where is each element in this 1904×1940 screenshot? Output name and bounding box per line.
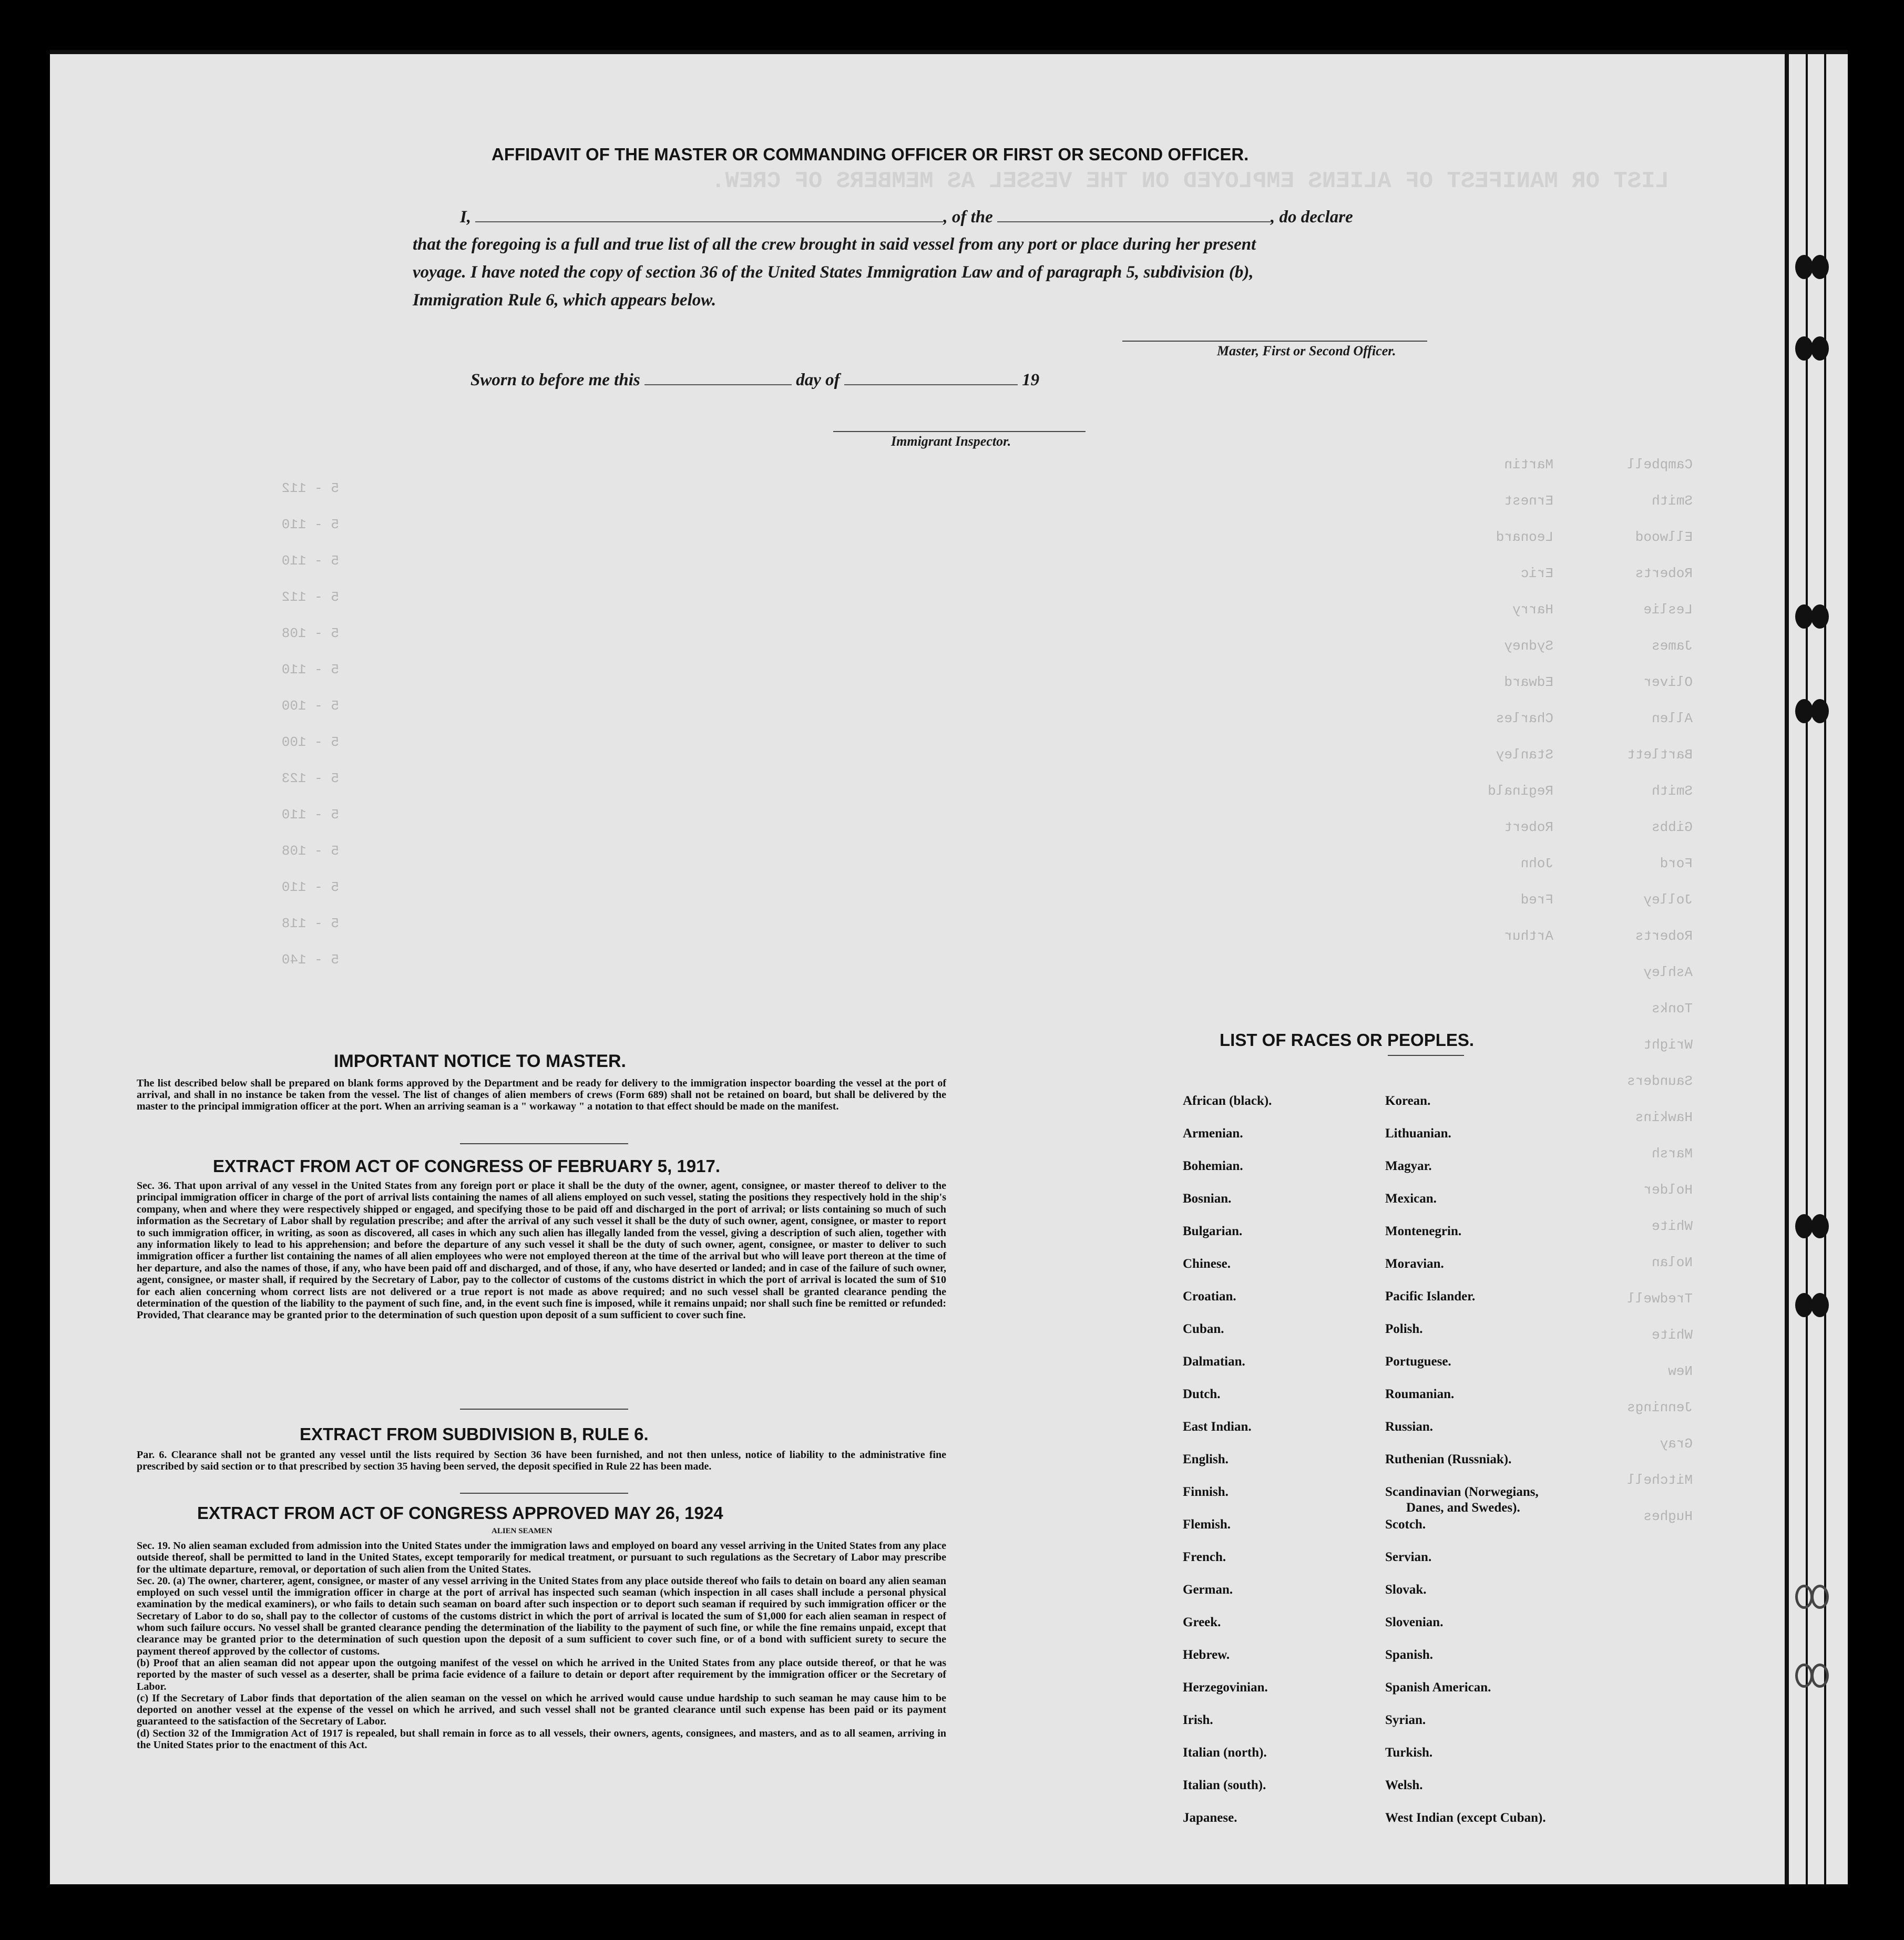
race-item: Herzegovinian. <box>1183 1680 1268 1695</box>
extract-1924-sec20c: (c) If the Secretary of Labor finds that deportation of the alien seaman on the vessel on which he arrived would cause undue hardship to such seaman he may cause him to be deported on another vessel at the expense of the vessel on which he arrived, and such vessel shall not be granted clearance until such expense has been paid or its payment guaranteed to the satisfaction of the Secretary of Labor. <box>137 1692 946 1728</box>
bleed-surname: Wright <box>1643 1037 1693 1053</box>
bleed-given-name: Stanley <box>1496 747 1553 763</box>
race-item: Japanese. <box>1183 1811 1237 1825</box>
bleed-surname: Ellwood <box>1635 529 1693 545</box>
race-item: Hebrew. <box>1183 1648 1230 1662</box>
race-item: Italian (north). <box>1183 1746 1267 1760</box>
extract-1917-text: Sec. 36. That upon arrival of any vessel in the United States from any foreign port or place it shall be the duty of the owner, agent, consignee, or master thereof to deliver to the principal immigration officer in charge of the port of arrival lists containing the names of all aliens employed on such vessel, stating the positions they respectively hold in the ship's company, when and where they were respectively shipped or engaged, and specifying those to be paid off and discharged in the port of arrival; or lists containing so much of such information as the Secretary of Labor shall by regulation prescribe; and after the arrival of any such vessel it shall be the duty of such owner, agent, consignee, or master to report to such immigration officer, in writing, as soon as discovered, all cases in which any such alien has illegally landed from the vessel, giving a description of such alien, together with any information likely to lead to his apprehension; and before the departure of any such vessel it shall be the duty of such owner, agent, consignee, or master to deliver to such immigration officer a further list containing the names of all alien employees who were not employed thereon at the time of the arrival but who will leave port thereon at the time of her departure, and also the names of those, if any, who have been paid off and discharged, and of those, if any, who have deserted or landed; and in case of the failure of such owner, agent, consignee, or master shall, if required by the Secretary of Labor, pay to the collector of customs of the customs district in which the port of arrival is located the sum of $10 for each alien concerning whom correct lists are not delivered or a true report is not made as above required; and no such vessel shall be granted clearance pending the determination of the question of the liability to the payment of such fine, and, in the event such fine is imposed, while it remains unpaid; nor shall such fine be remitted or refunded: Provided, That clearance may be granted prior to the determination of such question upon deposit of a sum sufficient to cover such fine. <box>137 1180 946 1321</box>
race-item: Chinese. <box>1183 1257 1231 1271</box>
race-item: French. <box>1183 1550 1226 1564</box>
bleed-surname: Nolan <box>1651 1255 1693 1270</box>
bleed-given-name: Martin <box>1504 457 1553 473</box>
race-item: German. <box>1183 1583 1233 1597</box>
race-item: Roumanian. <box>1385 1387 1455 1401</box>
bleed-through-heights <box>223 470 339 978</box>
race-item: Turkish. <box>1385 1746 1433 1760</box>
bleed-given-name: John <box>1520 856 1553 871</box>
extract-1924-body <box>137 1540 946 1751</box>
bleed-given-name: Fred <box>1520 892 1553 908</box>
bleed-surname: Gibbs <box>1651 819 1693 835</box>
race-item: Spanish American. <box>1385 1680 1491 1695</box>
bleed-surname: Marsh <box>1651 1146 1693 1162</box>
bleed-surname: Oliver <box>1643 674 1693 690</box>
bleed-surname: White <box>1651 1327 1693 1343</box>
bleed-height: 5 - 100 <box>281 734 339 750</box>
bleed-surname: Roberts <box>1635 928 1693 944</box>
bleed-surname: Roberts <box>1635 566 1693 581</box>
bleed-height: 5 - 112 <box>281 480 339 496</box>
bleed-height: 5 - 108 <box>281 625 339 641</box>
bleed-given-name: Ernest <box>1504 493 1553 509</box>
race-continuation: Danes, and Swedes). <box>1406 1501 1520 1515</box>
affidavit-do-declare: , do declare <box>1271 208 1353 227</box>
extract-1924-title: EXTRACT FROM ACT OF CONGRESS APPROVED MAY 26, 1924 <box>197 1503 723 1523</box>
sworn-month-field[interactable] <box>844 384 1018 385</box>
bleed-surname: Jennings <box>1627 1400 1693 1415</box>
inspector-caption: Immigrant Inspector. <box>891 434 1011 449</box>
race-item: Italian (south). <box>1183 1778 1266 1792</box>
race-item: Croatian. <box>1183 1289 1236 1303</box>
bleed-surname: Tonks <box>1651 1001 1693 1017</box>
bleed-given-name: Robert <box>1504 819 1553 835</box>
sworn-line <box>470 371 1039 390</box>
bleed-surname: Smith <box>1651 783 1693 799</box>
race-item: Irish. <box>1183 1713 1213 1727</box>
affidavit-of-the: , of the <box>943 208 993 227</box>
extract-1924-sec20a: Sec. 20. (a) The owner, charterer, agent, consignee, or master of any vessel arriving in the United States from any place outside thereof who fails to detain on board any alien seaman employed on such vessel until the immigration officer in charge at the port of arrival has inspected such seaman (which inspection in all cases shall include a personal physical examination by the medical examiners), or who fails to detain such seaman on board after such inspection or to deport such seaman if required by such immigration officer or the Secretary of Labor to do so, shall pay to the collector of customs of the customs district in which the port of arrival is located the sum of $1,000 for each alien seaman in respect of whom such failure occurs. No vessel shall be granted clearance pending the determination of the liability to the payment of such fine, or while the fine remains unpaid, except that clearance may be granted prior to the determination of such question upon the deposit of a sum sufficient to cover such fine, or of a bond with sufficient surety to secure the payment thereof approved by the collector of customs. <box>137 1575 946 1657</box>
bleed-surname: Bartlett <box>1627 747 1693 763</box>
bleed-height: 5 - 100 <box>281 698 339 714</box>
race-item: Magyar. <box>1385 1159 1432 1173</box>
races-column-1 <box>1183 1093 1356 1843</box>
race-item: Ruthenian (Russniak). <box>1385 1452 1512 1466</box>
year-prefix: 19 <box>1022 371 1040 389</box>
race-item: Flemish. <box>1183 1517 1231 1532</box>
bleed-height: 5 - 110 <box>281 807 339 823</box>
affidavit-i-label: I, <box>460 208 472 227</box>
bleed-through-given-names <box>1438 447 1553 954</box>
race-item: Bohemian. <box>1183 1159 1243 1173</box>
affidavit-line-1: that the foregoing is a full and true list of all the crew brought in said vessel from any port or place during her present <box>413 235 1256 254</box>
bleed-surname: Gray <box>1660 1436 1693 1452</box>
bleed-given-name: Eric <box>1520 566 1553 581</box>
affidavit-line-3: Immigration Rule 6, which appears below. <box>413 291 716 310</box>
signature-line[interactable] <box>1122 341 1427 342</box>
races-column-2 <box>1385 1093 1627 1843</box>
bleed-height: 5 - 110 <box>281 517 339 532</box>
extract-rule6-title: EXTRACT FROM SUBDIVISION B, RULE 6. <box>300 1424 649 1444</box>
day-of-label: day of <box>796 371 840 389</box>
race-item: Dalmatian. <box>1183 1354 1245 1369</box>
race-item: Korean. <box>1385 1094 1431 1108</box>
affidavit-declare-line <box>460 208 1353 227</box>
race-item: Pacific Islander. <box>1385 1289 1476 1303</box>
bleed-height: 5 - 108 <box>281 843 339 859</box>
inspector-signature-line[interactable] <box>833 431 1086 432</box>
bleed-surname: Ashley <box>1643 964 1693 980</box>
race-item: Scotch. <box>1385 1517 1426 1532</box>
extract-1917-title: EXTRACT FROM ACT OF CONGRESS OF FEBRUARY 5, 1917. <box>213 1156 721 1176</box>
race-item: Armenian. <box>1183 1126 1243 1141</box>
bleed-surname: Jolley <box>1643 892 1693 908</box>
race-item: Scandinavian (Norwegians, Danes, and Swedes). <box>1385 1484 1627 1517</box>
race-item: Polish. <box>1385 1322 1423 1336</box>
bleed-surname: Hawkins <box>1635 1110 1693 1125</box>
race-item: Slovak. <box>1385 1583 1427 1597</box>
extract-1924-sec19: Sec. 19. No alien seaman excluded from admission into the United States under the immigration laws and employed on board any vessel arriving in the United States from any place outside thereof, shall be permitted to land in the United States, except temporarily for medical treatment, or pursuant to such regulations as the Secretary of Labor may prescribe for the ultimate departure, removal, or deportation of such alien from the United States. <box>137 1540 946 1575</box>
bleed-surname: Hughes <box>1643 1508 1693 1524</box>
notice-title: IMPORTANT NOTICE TO MASTER. <box>334 1051 626 1071</box>
race-item: West Indian (except Cuban). <box>1385 1811 1546 1825</box>
bleed-height: 5 - 123 <box>281 771 339 786</box>
bleed-height: 5 - 110 <box>281 879 339 895</box>
bleed-height: 5 - 110 <box>281 662 339 678</box>
race-item: Mexican. <box>1385 1192 1437 1206</box>
bleed-surname: New <box>1668 1363 1693 1379</box>
race-item: Servian. <box>1385 1550 1432 1564</box>
race-item: Finnish. <box>1183 1485 1229 1499</box>
race-item: Cuban. <box>1183 1322 1224 1336</box>
race-item: East Indian. <box>1183 1420 1252 1434</box>
race-item: Dutch. <box>1183 1387 1221 1401</box>
sworn-day-field[interactable] <box>644 384 792 385</box>
bleed-surname: White <box>1651 1218 1693 1234</box>
bleed-surname: Campbell <box>1627 457 1693 473</box>
extract-rule6-text: Par. 6. Clearance shall not be granted any vessel until the lists required by Section 36 have been furnished, and not then unless, notice of liability to the administrative fine prescribed by said section or to that prescribed by section 35 having been served, the deposit specified in Rule 22 has been made. <box>137 1449 946 1472</box>
race-item: Syrian. <box>1385 1713 1426 1727</box>
race-item: English. <box>1183 1452 1229 1466</box>
race-item: Montenegrin. <box>1385 1224 1462 1238</box>
race-item: Spanish. <box>1385 1648 1434 1662</box>
affidavit-title: AFFIDAVIT OF THE MASTER OR COMMANDING OFFICER OR FIRST OR SECOND OFFICER. <box>492 145 1249 164</box>
bleed-given-name: Harry <box>1512 602 1553 618</box>
notice-text: The list described below shall be prepared on blank forms approved by the Department and be ready for delivery to the immigration inspector boarding the vessel at the port of arrival, and shall in no instance be taken from the vessel. The list of changes of alien members of crews (Form 689) shall not be retained on board, but shall be delivered by the master to the principal immigration officer at the port. When an arriving seaman is a " workaway " a notation to that effect should be made on the manifest. <box>137 1077 946 1112</box>
bleed-height: 5 - 140 <box>281 952 339 968</box>
bleed-surname: Smith <box>1651 493 1693 509</box>
race-item: Slovenian. <box>1385 1615 1444 1629</box>
extract-1924-sec20b: (b) Proof that an alien seaman did not appear upon the outgoing manifest of the vessel on which he arrived in the United States from any place outside thereof, or that he was reported by the master of such vessel as a deserter, shall be prima facie evidence of a failure to detain or deport after requirement by the immigration officer or the Secretary of Labor. <box>137 1657 946 1692</box>
bleed-surname: Mitchell <box>1627 1472 1693 1488</box>
signature-caption: Master, First or Second Officer. <box>1217 343 1396 358</box>
bleed-given-name: Reginald <box>1488 783 1553 799</box>
affidavit-line-2: voyage. I have noted the copy of section 36 of the United States Immigration Law and of paragraph 5, subdivision (b), <box>413 263 1254 282</box>
race-item: Bosnian. <box>1183 1192 1232 1206</box>
bleed-surname: Ford <box>1660 856 1693 871</box>
race-item: Greek. <box>1183 1615 1221 1629</box>
bleed-surname: Tredwell <box>1627 1291 1693 1307</box>
officer-name-field[interactable] <box>475 221 943 222</box>
bleed-given-name: Arthur <box>1504 928 1553 944</box>
races-title: LIST OF RACES OR PEOPLES. <box>1220 1030 1475 1050</box>
bleed-given-name: Edward <box>1504 674 1553 690</box>
bleed-height: 5 - 110 <box>281 553 339 569</box>
race-item: Bulgarian. <box>1183 1224 1243 1238</box>
bleed-surname: Holder <box>1643 1182 1693 1198</box>
bleed-given-name: Sydney <box>1504 638 1553 654</box>
extract-1924-sec20d: (d) Section 32 of the Immigration Act of 1917 is repealed, but shall remain in force as to all vessels, their owners, agents, consignees, and masters, and as to all seamen, arriving in the United States prior to the enactment of this Act. <box>137 1727 946 1751</box>
bleed-given-name: Charles <box>1496 711 1553 726</box>
race-item: Russian. <box>1385 1420 1434 1434</box>
race-item: Portuguese. <box>1385 1354 1451 1369</box>
race-item: African (black). <box>1183 1094 1272 1108</box>
race-item: Welsh. <box>1385 1778 1423 1792</box>
vessel-name-field[interactable] <box>997 221 1271 222</box>
bleed-surname: Leslie <box>1643 602 1693 618</box>
bleed-height: 5 - 112 <box>281 589 339 605</box>
bleed-surname: Saunders <box>1627 1073 1693 1089</box>
extract-1924-subtitle: ALIEN SEAMEN <box>492 1527 552 1535</box>
manifest-page <box>50 50 1848 1884</box>
bleed-height: 5 - 118 <box>281 916 339 931</box>
sworn-label: Sworn to before me this <box>470 371 640 389</box>
bleed-surname: James <box>1651 638 1693 654</box>
race-item: Lithuanian. <box>1385 1126 1451 1141</box>
bleed-given-name: Leonard <box>1496 529 1553 545</box>
bleed-surname: Allen <box>1651 711 1693 726</box>
race-item: Moravian. <box>1385 1257 1444 1271</box>
bleed-through-header: LIST OR MANIFEST OF ALIENS EMPLOYED ON THE VESSEL AS MEMBERS OF CREW. <box>711 168 1669 194</box>
